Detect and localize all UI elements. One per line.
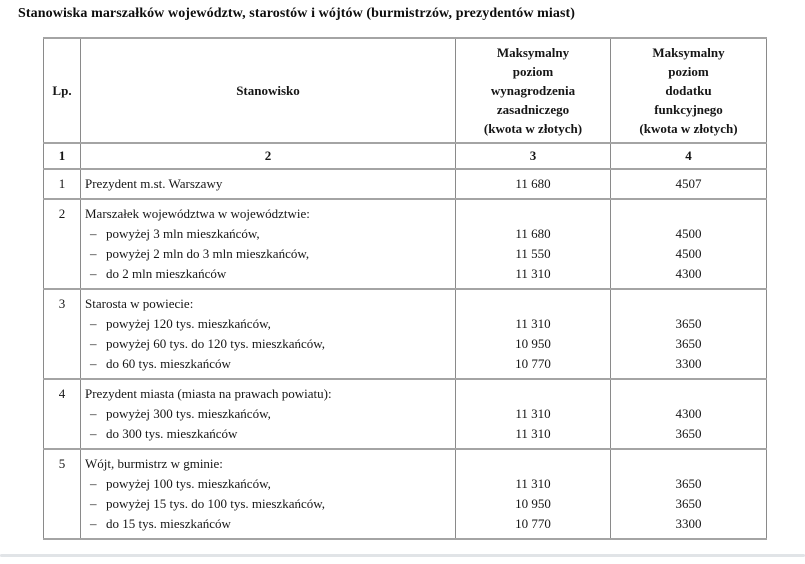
dash-marker: – xyxy=(90,266,97,281)
addon-value: 3650 xyxy=(675,496,702,511)
dash-marker: – xyxy=(90,496,97,511)
basic-salary-cell xyxy=(456,379,611,449)
position-variant: – powyżej 100 tys. mieszkańców, xyxy=(85,474,451,494)
salary-value: 11 310 xyxy=(515,426,551,441)
position-cell xyxy=(81,449,456,539)
salary-value: 11 310 xyxy=(515,406,551,421)
position-variant: – powyżej 60 tys. do 120 tys. mieszkańców, xyxy=(85,334,451,354)
position-variant: – do 60 tys. mieszkańców xyxy=(85,354,451,374)
salary-value: 11 310 xyxy=(515,476,551,491)
salary-value: 11 310 xyxy=(515,266,551,281)
position-variant: – do 15 tys. mieszkańców xyxy=(85,514,451,534)
salary-value: 10 950 xyxy=(515,336,551,351)
table-row xyxy=(44,199,767,289)
addon-value: 4507 xyxy=(675,176,702,191)
lp-cell: 3 xyxy=(44,289,81,379)
dash-marker: – xyxy=(90,406,97,421)
dash-marker: – xyxy=(90,476,97,491)
salary-value: 11 680 xyxy=(515,176,551,191)
dash-marker: – xyxy=(90,336,97,351)
column-number: 2 xyxy=(81,143,456,169)
dash-marker: – xyxy=(90,356,97,371)
basic-salary-cell xyxy=(456,289,611,379)
col-header-position: Stanowisko xyxy=(81,38,456,143)
page-bottom-edge-line xyxy=(0,554,805,557)
salary-table xyxy=(43,37,767,540)
addon-value: 3650 xyxy=(675,316,702,331)
position-title: Wójt, burmistrz w gminie: xyxy=(85,456,223,471)
column-number: 3 xyxy=(456,143,611,169)
salary-value: 10 770 xyxy=(515,516,551,531)
basic-salary-cell xyxy=(456,169,611,199)
addon-value: 4500 xyxy=(675,246,702,261)
column-number-row xyxy=(44,143,767,169)
dash-marker: – xyxy=(90,226,97,241)
functional-addon-cell xyxy=(611,169,767,199)
table-row xyxy=(44,289,767,379)
table-header-row xyxy=(44,38,767,143)
table-row xyxy=(44,169,767,199)
addon-value: 3300 xyxy=(675,516,702,531)
lp-cell: 2 xyxy=(44,199,81,289)
dash-marker: – xyxy=(90,426,97,441)
column-number: 1 xyxy=(44,143,81,169)
lp-cell: 4 xyxy=(44,379,81,449)
table-row xyxy=(44,379,767,449)
addon-value: 4500 xyxy=(675,226,702,241)
addon-value: 4300 xyxy=(675,406,702,421)
basic-salary-cell xyxy=(456,199,611,289)
col-header-lp: Lp. xyxy=(44,38,81,143)
dash-marker: – xyxy=(90,316,97,331)
position-variant: – do 2 mln mieszkańców xyxy=(85,264,451,284)
position-cell xyxy=(81,199,456,289)
position-variant: – do 300 tys. mieszkańców xyxy=(85,424,451,444)
position-title: Starosta w powiecie: xyxy=(85,296,194,311)
position-variant: – powyżej 300 tys. mieszkańców, xyxy=(85,404,451,424)
column-number: 4 xyxy=(611,143,767,169)
addon-value: 3650 xyxy=(675,476,702,491)
lp-cell: 1 xyxy=(44,169,81,199)
col-header-basic-salary: Maksymalny poziom wynagrodzenia zasadniczego (kwota w złotych) xyxy=(456,38,611,143)
position-variant: – powyżej 2 mln do 3 mln mieszkańców, xyxy=(85,244,451,264)
position-cell xyxy=(81,289,456,379)
page-title: Stanowiska marszałków województw, starostów i wójtów (burmistrzów, prezydentów miast) xyxy=(18,6,576,21)
functional-addon-cell xyxy=(611,379,767,449)
salary-value: 11 310 xyxy=(515,316,551,331)
basic-salary-cell xyxy=(456,449,611,539)
dash-marker: – xyxy=(90,246,97,261)
addon-value: 4300 xyxy=(675,266,702,281)
functional-addon-cell xyxy=(611,449,767,539)
addon-value: 3650 xyxy=(675,426,702,441)
table-row xyxy=(44,449,767,539)
dash-marker: – xyxy=(90,516,97,531)
col-header-functional-addon: Maksymalny poziom dodatku funkcyjnego (kwota w złotych) xyxy=(611,38,767,143)
addon-value: 3300 xyxy=(675,356,702,371)
position-cell xyxy=(81,169,456,199)
position-variant: – powyżej 15 tys. do 100 tys. mieszkańców, xyxy=(85,494,451,514)
position-variant: – powyżej 3 mln mieszkańców, xyxy=(85,224,451,244)
addon-value: 3650 xyxy=(675,336,702,351)
position-title: Marszałek województwa w województwie: xyxy=(85,206,310,221)
lp-cell: 5 xyxy=(44,449,81,539)
position-title: Prezydent miasta (miasta na prawach powiatu): xyxy=(85,386,332,401)
salary-value: 11 680 xyxy=(515,226,551,241)
position-variant: – powyżej 120 tys. mieszkańców, xyxy=(85,314,451,334)
functional-addon-cell xyxy=(611,199,767,289)
salary-value: 10 950 xyxy=(515,496,551,511)
position-title: Prezydent m.st. Warszawy xyxy=(85,176,223,191)
functional-addon-cell xyxy=(611,289,767,379)
position-cell xyxy=(81,379,456,449)
salary-value: 10 770 xyxy=(515,356,551,371)
salary-value: 11 550 xyxy=(515,246,551,261)
